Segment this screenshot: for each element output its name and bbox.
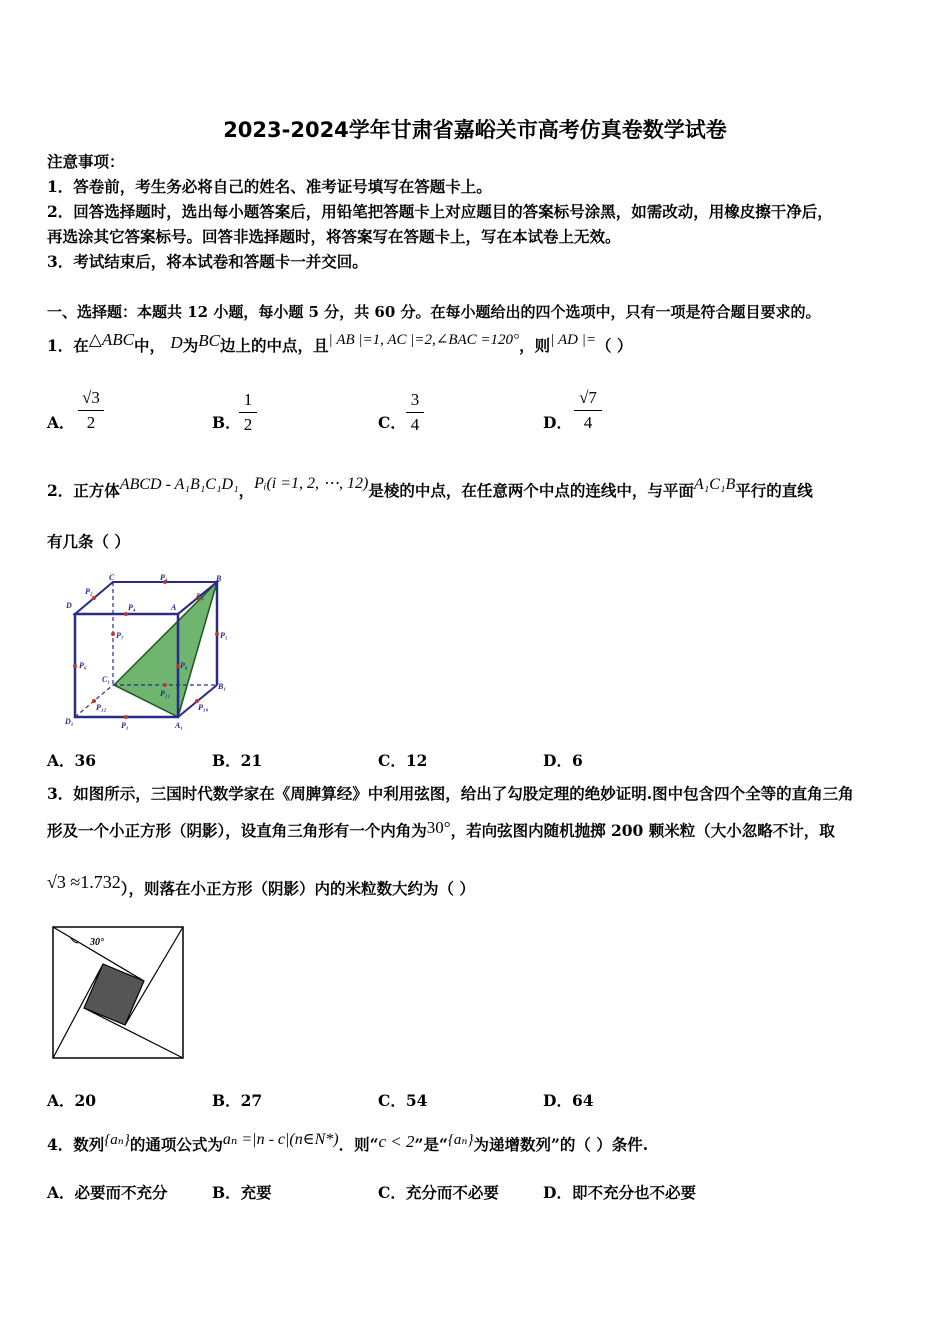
cube-label: A — [171, 603, 177, 612]
cube-label: P₆ — [79, 661, 87, 670]
q1-option-c-value: 3 4 — [406, 390, 424, 435]
q3-approx: √3 ≈1.732 — [47, 872, 121, 892]
cube-label: P₁ — [121, 721, 129, 730]
q2-option-a[interactable]: A．36 — [47, 751, 97, 770]
q1-triangle: △ABC — [88, 330, 134, 349]
notice-item: 1．答卷前，考生务必将自己的姓名、准考证号填写在答题卡上。 — [47, 177, 492, 196]
cube-label: P₅ — [220, 631, 228, 640]
q3-option-a[interactable]: A．20 — [47, 1091, 97, 1110]
question-2: 2．正方体ABCD - A₁B₁C₁D₁，Pᵢ(i =1, 2, ⋯, 12)是棱的中点，在任意两个中点的连线中，与平面A₁C₁B平行的直线 — [47, 475, 813, 500]
notice-item: 3．考试结束后，将本试卷和答题卡一并交回。 — [47, 252, 368, 271]
q4-option-c[interactable]: C．充分而不必要 — [378, 1183, 499, 1202]
question-1: 1．在△ABC中， D为BC边上的中点，且| AB |=1, AC |=2,∠BAC =120°，则| AD |=（ ） — [47, 330, 633, 355]
q2-plane: A₁C₁B — [693, 476, 736, 493]
q3-option-b[interactable]: B．27 — [212, 1091, 263, 1110]
q3-option-d[interactable]: D．64 — [543, 1091, 594, 1110]
q2-cube: ABCD - A₁B₁C₁D₁ — [119, 476, 239, 493]
q3-option-c[interactable]: C．54 — [378, 1091, 428, 1110]
notice-item: 再选涂其它答案标号。回答非选择题时，将答案写在答题卡上，写在本试卷上无效。 — [47, 227, 621, 246]
q3-angle: 30° — [426, 818, 451, 837]
notice-item: 2．回答选择题时，选出每小题答案后，用铅笔把答题卡上对应题目的答案标号涂黑，如需改动，用橡皮擦干净后， — [47, 202, 833, 221]
question-2-line2: 有几条（ ） — [47, 532, 130, 551]
question-3-line1: 3．如图所示，三国时代数学家在《周脾算经》中利用弦图，给出了勾股定理的绝妙证明.图中包含四个全等的直角三角 — [47, 784, 854, 803]
q1-option-a-label[interactable]: A． — [47, 413, 75, 432]
q2-option-d[interactable]: D．6 — [543, 751, 583, 770]
q4-option-d[interactable]: D．即不充分也不必要 — [543, 1183, 696, 1202]
section-heading: 一、选择题：本题共 12 小题，每小题 5 分，共 60 分。在每小题给出的四个选项中，只有一项是符合题目要求的。 — [47, 303, 821, 321]
cube-label: D — [66, 601, 72, 610]
cube-label: P₇ — [116, 631, 124, 640]
q1-condition: | AB |=1, AC |=2,∠BAC =120° — [328, 332, 520, 348]
notice-heading: 注意事项： — [47, 152, 125, 171]
cube-label: B — [216, 574, 222, 583]
q2-points: Pᵢ(i =1, 2, ⋯, 12) — [254, 475, 369, 492]
q4-formula: aₙ =|n - c|(n∈N*) — [222, 1131, 339, 1148]
q1-option-d-value: √7 4 — [574, 388, 602, 433]
chord-angle-label: 30° — [90, 937, 104, 948]
q4-option-a[interactable]: A．必要而不充分 — [47, 1183, 168, 1202]
question-3-line3: √3 ≈1.732），则落在小正方形（阴影）内的米粒数大约为（ ） — [47, 872, 475, 898]
q4-option-b[interactable]: B．充要 — [212, 1183, 272, 1202]
question-3-line2: 形及一个小正方形（阴影），设直角三角形有一个内角为30°，若向弦图内随机抛掷 200 颗米粒（大小忽略不计，取 — [47, 818, 835, 840]
cube-figure — [60, 572, 240, 737]
q1-option-d-label[interactable]: D． — [543, 413, 572, 432]
cube-label: B₁ — [218, 682, 227, 691]
cube-label: P₈ — [180, 661, 188, 670]
cube-label: C — [109, 573, 115, 582]
q4-condition: c < 2 — [378, 1132, 415, 1151]
cube-label: D₁ — [65, 717, 74, 726]
q4-sequence: {aₙ} — [104, 1132, 130, 1148]
cube-label: C₁ — [102, 675, 111, 684]
q1-option-c-label[interactable]: C． — [378, 413, 406, 432]
cube-label: P₂ — [85, 587, 93, 596]
cube-label: A₁ — [175, 721, 184, 730]
cube-label: P₄ — [128, 603, 136, 612]
question-4: 4．数列{aₙ}的通项公式为aₙ =|n - c|(n∈N*)．则“c < 2”是“{aₙ}为递增数列”的（ ）条件. — [47, 1131, 649, 1154]
q1-text: 1．在 — [47, 336, 89, 355]
cube-label: P₁₁ — [160, 689, 171, 698]
cube-label: P₃ — [160, 573, 168, 582]
q1-option-b-value: 1 2 — [239, 390, 257, 435]
q1-option-b-label[interactable]: B． — [212, 413, 241, 432]
q2-option-b[interactable]: B．21 — [212, 751, 263, 770]
page-title: 2023-2024学年甘肃省嘉峪关市高考仿真卷数学试卷 — [223, 118, 727, 142]
cube-label: P₁₂ — [96, 703, 107, 712]
cube-label: P₁₀ — [198, 703, 209, 712]
q2-option-c[interactable]: C．12 — [378, 751, 428, 770]
chord-diagram — [52, 926, 184, 1060]
cube-label: P₉ — [196, 592, 204, 601]
q1-option-a-value: √3 2 — [78, 388, 104, 433]
